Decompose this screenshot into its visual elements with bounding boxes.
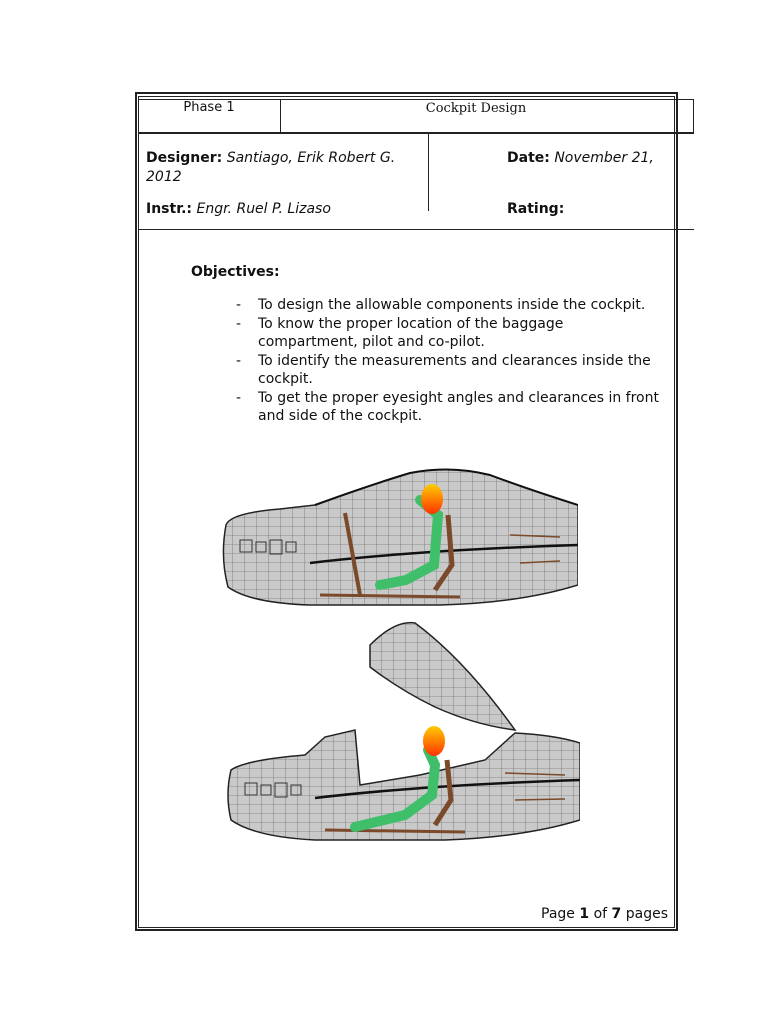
pilot-head	[423, 726, 445, 756]
objective-item: - To know the proper location of the baggage compartment, pilot and co-pilot.	[234, 315, 664, 352]
page-of: of	[593, 906, 608, 922]
date-value: November 21,	[554, 150, 654, 166]
document-title: Cockpit Design	[425, 101, 527, 116]
page-suffix: pages	[625, 906, 668, 922]
info-rule	[138, 229, 694, 230]
designer-label: Designer:	[146, 150, 223, 166]
objectives-list	[234, 296, 664, 426]
instructor-label: Instr.:	[146, 201, 193, 217]
page-prefix: Page	[541, 906, 575, 922]
cockpit-open-figure	[225, 615, 580, 870]
designer-field	[146, 149, 426, 187]
current-page: 1	[579, 906, 590, 922]
designer-value-continued: 2012	[146, 169, 182, 185]
pilot-head	[421, 484, 443, 514]
date-label: Date:	[507, 150, 550, 166]
total-pages: 7	[611, 906, 622, 922]
header-rule	[138, 133, 694, 134]
canopy-shape	[370, 623, 515, 730]
objective-item: - To identify the measurements and clearances inside the cockpit.	[234, 352, 664, 389]
instructor-value: Engr. Ruel P. Lizaso	[196, 201, 331, 217]
objective-item: - To design the allowable components inside the cockpit.	[234, 296, 664, 315]
date-field	[507, 149, 687, 168]
fuselage-shape	[228, 730, 580, 840]
page-number	[500, 906, 668, 922]
phase-label: Phase 1	[183, 100, 235, 115]
info-divider	[428, 134, 429, 211]
objective-item: - To get the proper eyesight angles and clearances in front and side of the cockpit.	[234, 389, 664, 426]
instructor-field	[146, 200, 426, 219]
designer-value: Santiago, Erik Robert G.	[226, 150, 396, 166]
objectives-heading: Objectives:	[191, 264, 280, 280]
rating-label: Rating:	[507, 201, 565, 217]
cockpit-closed-figure	[220, 445, 578, 635]
rating-field	[507, 200, 564, 219]
